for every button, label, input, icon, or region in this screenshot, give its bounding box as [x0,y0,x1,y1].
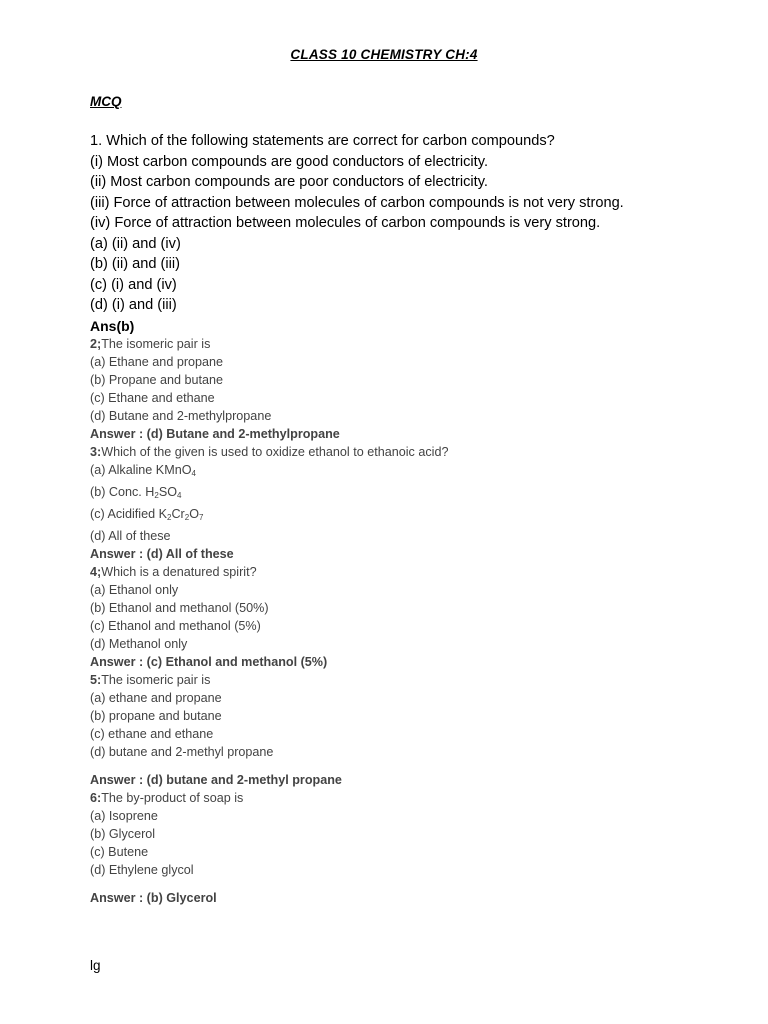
option: (a) Alkaline KMnO$_4$ [90,463,196,478]
option: (d) Methanol only [90,637,188,651]
option: (a) ethane and propane [90,691,222,705]
option: (d) Ethylene glycol [90,863,194,877]
statement: (i) Most carbon compounds are good conductors of electricity. [90,153,488,170]
question-number: 6: [90,791,102,805]
option: (b) Glycerol [90,827,156,841]
option: (d) Butane and 2-methylpropane [90,409,272,423]
answer: Answer : (d) butane and 2-methyl propane [90,773,342,787]
option: (d) (i) and (iii) [90,297,177,313]
statement: (iv) Force of attraction between molecules of carbon compounds is very strong. [90,215,601,231]
statement: (iii) Force of attraction between molecules of carbon compounds is not very strong. [90,194,624,211]
answer: Answer : (d) Butane and 2-methylpropane [90,427,340,441]
question-text: 1. Which of the following statements are correct for carbon compounds? [90,133,555,149]
option: (a) Isoprene [90,809,158,823]
option: (b) Propane and butane [90,373,224,387]
answer: Ans(b) [90,317,135,334]
option: (a) (ii) and (iv) [90,235,181,252]
option: (a) Ethane and propane [90,355,224,369]
question-number: 3: [90,445,102,459]
option: (c) Ethane and ethane [90,391,215,405]
option: (c) Ethanol and methanol (5%) [90,619,261,633]
section-heading: MCQ [90,94,122,109]
answer: Answer : (c) Ethanol and methanol (5%) [90,655,328,669]
option: (b) propane and butane [90,709,222,723]
option: (d) butane and 2-methyl propane [90,745,274,759]
question-text: 5:The isomeric pair is [90,673,211,687]
option: (c) (i) and (iv) [90,276,177,293]
question-number: 5: [90,673,102,687]
question-number: 4; [90,565,102,579]
option: (a) Ethanol only [90,583,179,597]
option: (d) All of these [90,529,171,543]
option: (c) Butene [90,845,149,859]
answer: Answer : (b) Glycerol [90,891,217,905]
option: (b) (ii) and (iii) [90,256,180,272]
question-text: 2;The isomeric pair is [90,337,211,351]
option: (c) Acidified $K_2Cr_2O_7$ [90,507,204,522]
question-text: 4;Which is a denatured spirit? [90,565,257,579]
option: (b) Conc. $H_2SO_4$ [90,485,182,500]
option: (b) Ethanol and methanol (50%) [90,601,269,615]
option: (c) ethane and ethane [90,727,214,741]
question-1 [90,131,624,336]
statement: (ii) Most carbon compounds are poor conductors of electricity. [90,174,488,190]
answer: Answer : (d) All of these [90,547,234,561]
footer-text: lg [90,958,101,973]
page-title: CLASS 10 CHEMISTRY CH:4 [290,47,478,62]
question-number: 2; [90,337,102,351]
questions-2-6 [90,335,448,907]
question-text: 3:Which of the given is used to oxidize ethanol to ethanoic acid? [90,445,449,459]
question-text: 6:The by-product of soap is [90,791,244,805]
